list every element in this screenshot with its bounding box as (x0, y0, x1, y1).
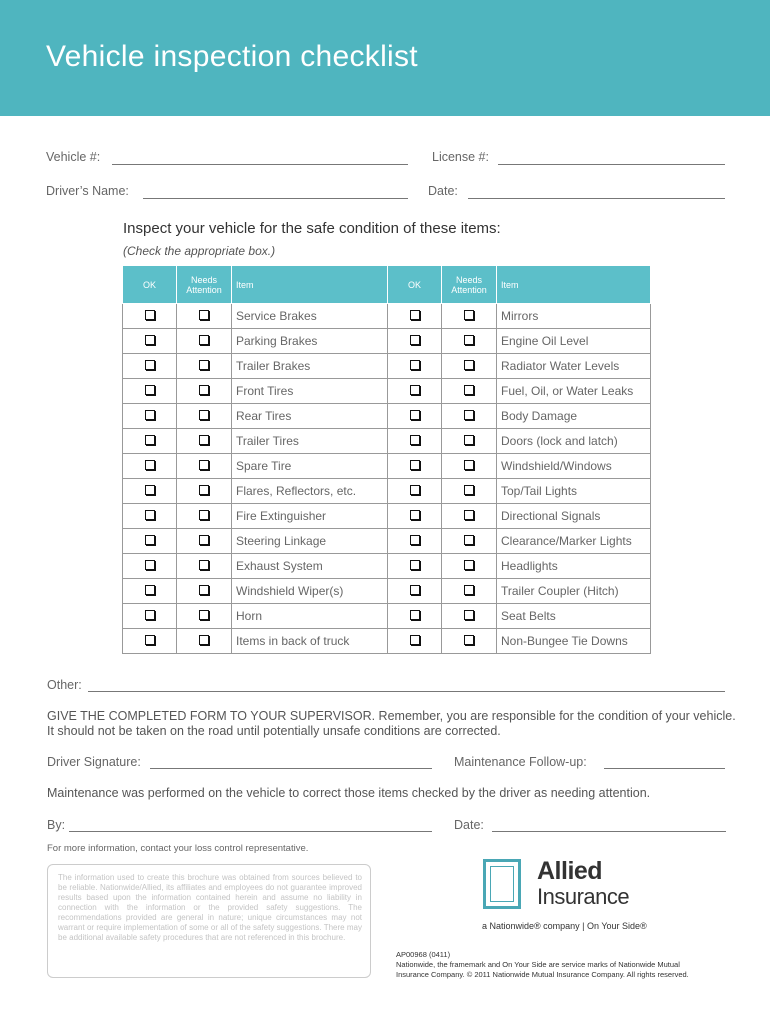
table-row (123, 504, 651, 529)
right-item-label: Mirrors (497, 304, 651, 329)
needs-attention-checkbox[interactable] (464, 360, 474, 370)
right-needs-attention-cell (442, 404, 497, 429)
disclaimer-text: The information used to create this brochure was obtained from sources believed to be reliable. Nationwide/Allied, its affiliates and employees do not guarantee improved results based upon the information contained herein and assume no liability in connection with the information or the provided safety suggestions. The recommendations provided are general in nature; unique circumstances may not warrant or require implementation of some or all of the safety suggestions. There may be additional available safety procedures that are not referenced in this brochure. (58, 873, 362, 942)
right-needs-attention-cell (442, 329, 497, 354)
left-item-label: Exhaust System (232, 554, 388, 579)
left-needs-attention-cell (177, 404, 232, 429)
ok-checkbox[interactable] (145, 635, 155, 645)
left-ok-cell (123, 629, 177, 654)
right-needs-attention-cell (442, 579, 497, 604)
needs-attention-checkbox[interactable] (464, 585, 474, 595)
page-title: Vehicle inspection checklist (46, 40, 418, 73)
left-needs-attention-cell (177, 329, 232, 354)
ok-checkbox[interactable] (145, 360, 155, 370)
right-needs-attention-cell (442, 354, 497, 379)
ok-checkbox[interactable] (410, 385, 420, 395)
right-needs-attention-cell (442, 529, 497, 554)
left-ok-cell (123, 604, 177, 629)
ok-checkbox[interactable] (145, 335, 155, 345)
needs-attention-checkbox[interactable] (199, 410, 209, 420)
right-item-label: Radiator Water Levels (497, 354, 651, 379)
needs-attention-checkbox[interactable] (464, 560, 474, 570)
checklist-header-row (123, 266, 651, 304)
ok-checkbox[interactable] (145, 510, 155, 520)
ok-checkbox[interactable] (145, 585, 155, 595)
footnote-code: AP00968 (0411) (396, 950, 451, 959)
left-needs-attention-cell (177, 554, 232, 579)
header-ok: OK (123, 266, 177, 304)
left-item-label: Service Brakes (232, 304, 388, 329)
left-item-label: Flares, Reflectors, etc. (232, 479, 388, 504)
ok-checkbox[interactable] (145, 460, 155, 470)
ok-checkbox[interactable] (410, 610, 420, 620)
by-label: By: (47, 818, 66, 832)
right-item-label: Non-Bungee Tie Downs (497, 629, 651, 654)
left-needs-attention-cell (177, 504, 232, 529)
inspection-heading: Inspect your vehicle for the safe condition of these items: (123, 220, 501, 237)
disclaimer-box (47, 864, 371, 978)
right-item-label: Top/Tail Lights (497, 479, 651, 504)
needs-attention-checkbox[interactable] (199, 310, 209, 320)
ok-checkbox[interactable] (145, 435, 155, 445)
header-needs-attention: Needs Attention (177, 266, 232, 304)
footnote-line1: Nationwide, the framemark and On Your Side are service marks of Nationwide Mutual (396, 960, 680, 969)
license-field[interactable] (498, 164, 725, 165)
table-row (123, 429, 651, 454)
right-item-label: Doors (lock and latch) (497, 429, 651, 454)
right-ok-cell (388, 454, 442, 479)
table-row (123, 404, 651, 429)
vehicle-label: Vehicle #: (46, 150, 101, 164)
header-item: Item (497, 266, 651, 304)
needs-attention-checkbox[interactable] (199, 360, 209, 370)
ok-checkbox[interactable] (410, 435, 420, 445)
needs-attention-checkbox[interactable] (199, 510, 209, 520)
right-ok-cell (388, 504, 442, 529)
logo-tagline: a Nationwide® company | On Your Side® (482, 921, 647, 931)
left-item-label: Items in back of truck (232, 629, 388, 654)
needs-attention-checkbox[interactable] (199, 635, 209, 645)
ok-checkbox[interactable] (410, 510, 420, 520)
left-ok-cell (123, 304, 177, 329)
allied-logo-text (537, 858, 629, 910)
ok-checkbox[interactable] (145, 410, 155, 420)
ok-checkbox[interactable] (145, 310, 155, 320)
driver-signature-field[interactable] (150, 768, 432, 769)
instructions-text: GIVE THE COMPLETED FORM TO YOUR SUPERVISOR. Remember, you are responsible for the condition of your vehicle. It should not be taken on the road until potentially unsafe conditions are corrected. (47, 709, 736, 738)
ok-checkbox[interactable] (410, 360, 420, 370)
right-needs-attention-cell (442, 429, 497, 454)
table-row (123, 379, 651, 404)
left-item-label: Rear Tires (232, 404, 388, 429)
right-ok-cell (388, 304, 442, 329)
right-item-label: Clearance/Marker Lights (497, 529, 651, 554)
ok-checkbox[interactable] (145, 610, 155, 620)
right-needs-attention-cell (442, 379, 497, 404)
right-item-label: Headlights (497, 554, 651, 579)
needs-attention-checkbox[interactable] (464, 435, 474, 445)
needs-attention-checkbox[interactable] (464, 535, 474, 545)
right-item-label: Fuel, Oil, or Water Leaks (497, 379, 651, 404)
left-ok-cell (123, 504, 177, 529)
left-item-label: Steering Linkage (232, 529, 388, 554)
left-needs-attention-cell (177, 629, 232, 654)
vehicle-field[interactable] (112, 164, 408, 165)
checklist-table (122, 265, 651, 654)
needs-attention-checkbox[interactable] (464, 310, 474, 320)
driver-name-label: Driver’s Name: (46, 184, 129, 198)
table-row (123, 479, 651, 504)
right-ok-cell (388, 604, 442, 629)
right-needs-attention-cell (442, 554, 497, 579)
contact-note: For more information, contact your loss control representative. (47, 843, 309, 854)
right-ok-cell (388, 554, 442, 579)
maintenance-followup-field[interactable] (604, 768, 725, 769)
left-ok-cell (123, 379, 177, 404)
left-item-label: Trailer Tires (232, 429, 388, 454)
left-ok-cell (123, 579, 177, 604)
other-field[interactable] (88, 691, 725, 692)
ok-checkbox[interactable] (410, 560, 420, 570)
needs-attention-checkbox[interactable] (199, 335, 209, 345)
license-label: License #: (432, 150, 489, 164)
right-item-label: Directional Signals (497, 504, 651, 529)
ok-checkbox[interactable] (145, 560, 155, 570)
table-row (123, 354, 651, 379)
ok-checkbox[interactable] (410, 335, 420, 345)
left-item-label: Spare Tire (232, 454, 388, 479)
needs-attention-checkbox[interactable] (464, 510, 474, 520)
ok-checkbox[interactable] (145, 485, 155, 495)
right-needs-attention-cell (442, 454, 497, 479)
needs-attention-checkbox[interactable] (464, 385, 474, 395)
needs-attention-checkbox[interactable] (199, 560, 209, 570)
needs-attention-checkbox[interactable] (199, 535, 209, 545)
needs-attention-checkbox[interactable] (199, 485, 209, 495)
needs-attention-checkbox[interactable] (464, 635, 474, 645)
left-needs-attention-cell (177, 429, 232, 454)
left-ok-cell (123, 554, 177, 579)
maintenance-followup-label: Maintenance Follow-up: (454, 755, 587, 769)
by-field[interactable] (69, 831, 432, 832)
right-ok-cell (388, 629, 442, 654)
left-item-label: Front Tires (232, 379, 388, 404)
left-ok-cell (123, 354, 177, 379)
left-ok-cell (123, 529, 177, 554)
left-needs-attention-cell (177, 529, 232, 554)
left-ok-cell (123, 404, 177, 429)
right-needs-attention-cell (442, 604, 497, 629)
needs-attention-checkbox[interactable] (464, 410, 474, 420)
right-ok-cell (388, 379, 442, 404)
right-item-label: Seat Belts (497, 604, 651, 629)
needs-attention-checkbox[interactable] (199, 460, 209, 470)
left-item-label: Fire Extinguisher (232, 504, 388, 529)
table-row (123, 454, 651, 479)
needs-attention-checkbox[interactable] (199, 610, 209, 620)
left-needs-attention-cell (177, 304, 232, 329)
right-ok-cell (388, 579, 442, 604)
header-banner (0, 0, 770, 116)
right-ok-cell (388, 479, 442, 504)
needs-attention-checkbox[interactable] (464, 460, 474, 470)
needs-attention-checkbox[interactable] (464, 610, 474, 620)
left-ok-cell (123, 454, 177, 479)
footnote-line2: Insurance Company. © 2011 Nationwide Mutual Insurance Company. All rights reserved. (396, 970, 689, 979)
table-row (123, 579, 651, 604)
needs-attention-checkbox[interactable] (464, 485, 474, 495)
other-label: Other: (47, 678, 82, 692)
ok-checkbox[interactable] (410, 410, 420, 420)
right-ok-cell (388, 329, 442, 354)
logo-line2: Insurance (537, 884, 630, 909)
ok-checkbox[interactable] (145, 385, 155, 395)
left-ok-cell (123, 429, 177, 454)
right-ok-cell (388, 429, 442, 454)
left-needs-attention-cell (177, 354, 232, 379)
right-ok-cell (388, 354, 442, 379)
right-item-label: Body Damage (497, 404, 651, 429)
driver-name-field[interactable] (143, 198, 408, 199)
maintenance-note: Maintenance was performed on the vehicle to correct those items checked by the driver as needing attention. (47, 786, 651, 800)
needs-attention-checkbox[interactable] (199, 585, 209, 595)
right-item-label: Trailer Coupler (Hitch) (497, 579, 651, 604)
date-field[interactable] (468, 198, 725, 199)
ok-checkbox[interactable] (410, 585, 420, 595)
table-row (123, 629, 651, 654)
right-item-label: Engine Oil Level (497, 329, 651, 354)
right-needs-attention-cell (442, 504, 497, 529)
ok-checkbox[interactable] (410, 485, 420, 495)
logo-line1: Allied (537, 857, 603, 885)
left-item-label: Parking Brakes (232, 329, 388, 354)
left-needs-attention-cell (177, 479, 232, 504)
table-row (123, 304, 651, 329)
header-item: Item (232, 266, 388, 304)
left-ok-cell (123, 329, 177, 354)
table-row (123, 529, 651, 554)
date-label: Date: (428, 184, 458, 198)
table-row (123, 329, 651, 354)
left-needs-attention-cell (177, 379, 232, 404)
date2-field[interactable] (492, 831, 726, 832)
inspection-subheading: (Check the appropriate box.) (123, 244, 276, 258)
header-ok: OK (388, 266, 442, 304)
right-needs-attention-cell (442, 304, 497, 329)
footnote (396, 950, 689, 980)
header-needs-attention: Needs Attention (442, 266, 497, 304)
table-row (123, 554, 651, 579)
left-needs-attention-cell (177, 604, 232, 629)
driver-signature-label: Driver Signature: (47, 755, 141, 769)
right-item-label: Windshield/Windows (497, 454, 651, 479)
left-item-label: Trailer Brakes (232, 354, 388, 379)
left-ok-cell (123, 479, 177, 504)
ok-checkbox[interactable] (145, 535, 155, 545)
right-ok-cell (388, 529, 442, 554)
right-needs-attention-cell (442, 629, 497, 654)
right-needs-attention-cell (442, 479, 497, 504)
allied-logo-icon (483, 859, 521, 909)
left-item-label: Horn (232, 604, 388, 629)
needs-attention-checkbox[interactable] (199, 385, 209, 395)
left-item-label: Windshield Wiper(s) (232, 579, 388, 604)
left-needs-attention-cell (177, 454, 232, 479)
table-row (123, 604, 651, 629)
ok-checkbox[interactable] (410, 535, 420, 545)
right-ok-cell (388, 404, 442, 429)
needs-attention-checkbox[interactable] (199, 435, 209, 445)
ok-checkbox[interactable] (410, 635, 420, 645)
date2-label: Date: (454, 818, 484, 832)
ok-checkbox[interactable] (410, 460, 420, 470)
left-needs-attention-cell (177, 579, 232, 604)
ok-checkbox[interactable] (410, 310, 420, 320)
needs-attention-checkbox[interactable] (464, 335, 474, 345)
